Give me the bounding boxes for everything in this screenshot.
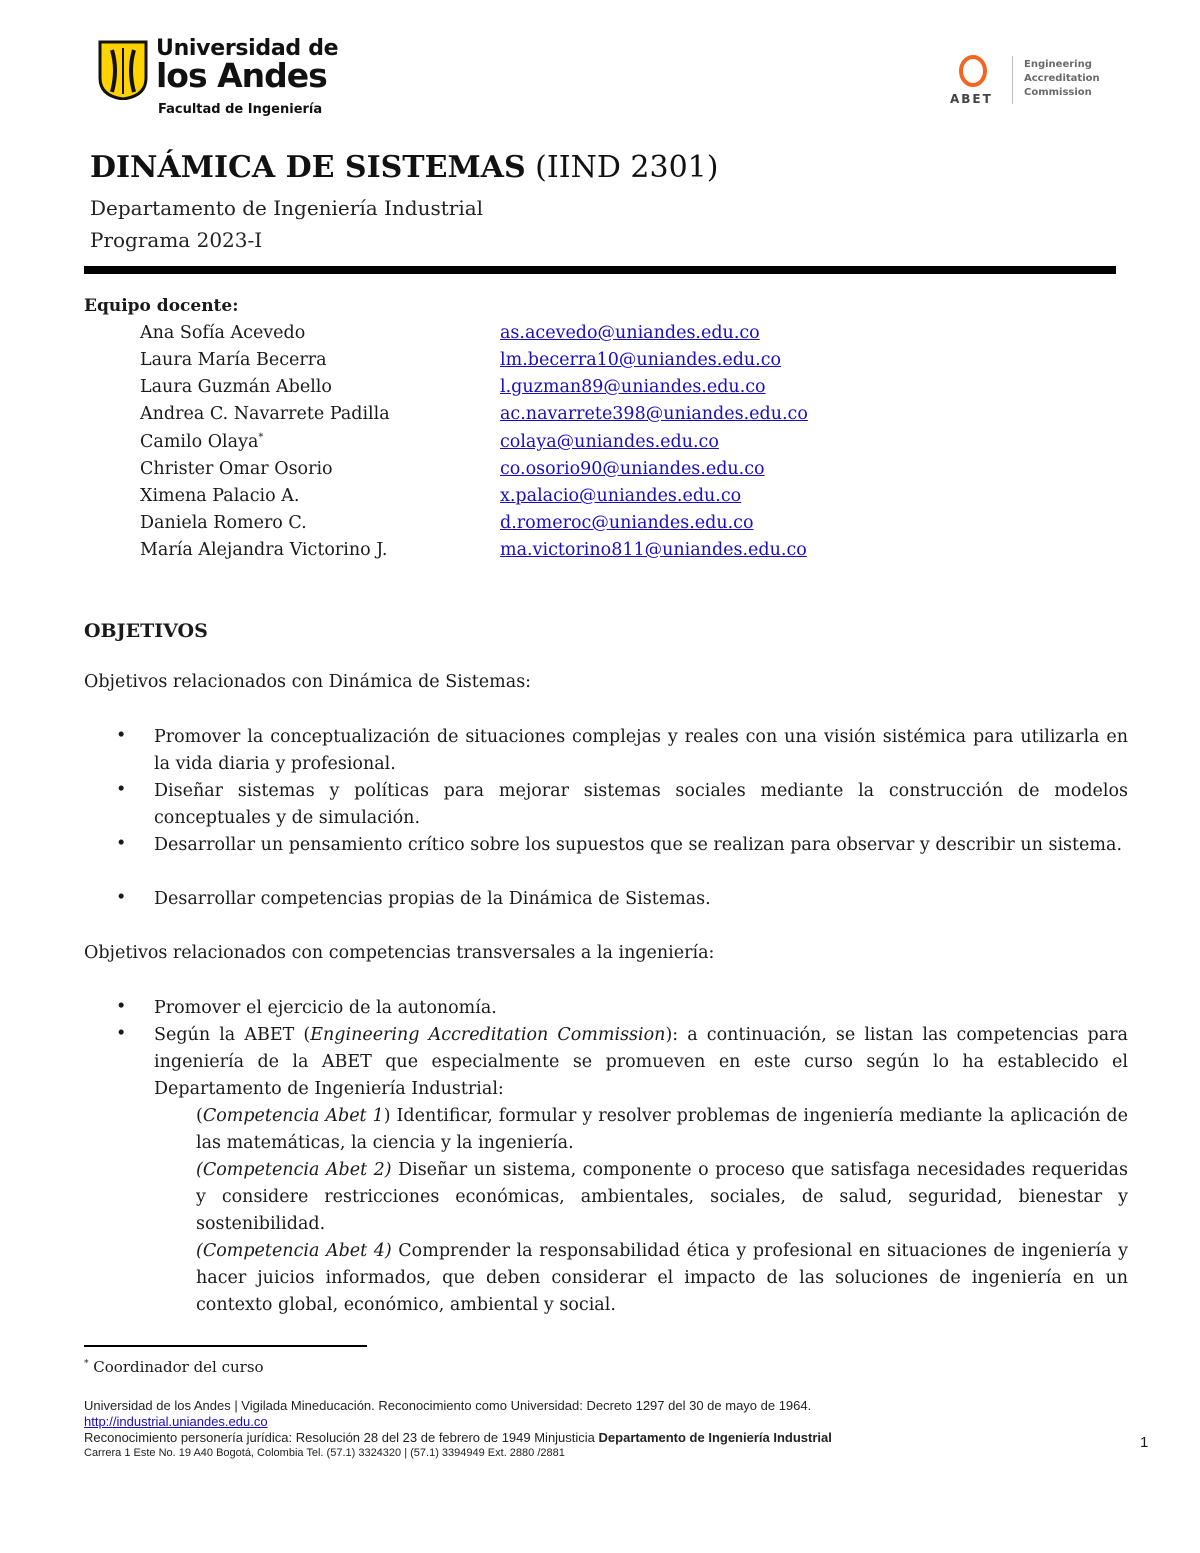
- footnote-mark: *: [84, 1359, 89, 1369]
- abet-text-line: Accreditation: [1024, 73, 1100, 84]
- member-email-link[interactable]: lm.becerra10@uniandes.edu.co: [500, 350, 782, 370]
- objective-item: Diseñar sistemas y políticas para mejorar sistemas sociales mediante la construcción de modelos conceptuales y de simulación.: [154, 781, 1128, 828]
- abet-text-line: Commission: [1024, 87, 1092, 98]
- abet-separator: [1012, 56, 1013, 104]
- abet-ring-icon: [958, 54, 988, 88]
- abet-wordmark: ABET: [950, 92, 993, 106]
- objective-item: Promover la conceptualización de situaciones complejas y reales con una visión sistémica para utilizarla en la vida diaria y profesional.: [154, 727, 1128, 774]
- member-email-link[interactable]: d.romeroc@uniandes.edu.co: [500, 513, 754, 533]
- member-email-link[interactable]: ac.navarrete398@uniandes.edu.co: [500, 404, 808, 424]
- competency-item: (Competencia Abet 1) Identificar, formular y resolver problemas de ingeniería mediante la aplicación de las matemáticas, la ciencia y la ingeniería.: [196, 1106, 1128, 1153]
- footer-link-row: [84, 1414, 268, 1429]
- bullet-icon: •: [116, 888, 127, 908]
- objective-item: Desarrollar un pensamiento crítico sobre los supuestos que se realizan para observar y describir un sistema.: [154, 835, 1123, 855]
- bullet-icon: •: [116, 726, 127, 746]
- title-divider: [84, 266, 1116, 274]
- objectives-heading: OBJETIVOS: [84, 620, 208, 642]
- abet-text-line: Engineering: [1024, 59, 1092, 70]
- objective-item: Promover el ejercicio de la autonomía.: [154, 998, 497, 1018]
- course-title: [90, 150, 718, 185]
- team-heading: Equipo docente:: [84, 296, 239, 316]
- member-name: Ana Sofía Acevedo: [140, 323, 306, 343]
- member-email-link[interactable]: colaya@uniandes.edu.co: [500, 432, 719, 452]
- member-name: Camilo Olaya: [140, 432, 259, 452]
- abet-logo: [948, 54, 1108, 110]
- footnote-mark: *: [258, 432, 264, 444]
- competency-text: Identificar, formular y resolver problemas de ingeniería mediante la aplicación de las matemáticas, la ciencia y la ingeniería.: [196, 1106, 1128, 1153]
- member-email-link[interactable]: as.acevedo@uniandes.edu.co: [500, 323, 760, 343]
- competency-label: Competencia Abet 2: [202, 1160, 385, 1180]
- footer-line-4: Carrera 1 Este No. 19 A40 Bogotá, Colombia Tel. (57.1) 3324320 | (57.1) 3394949 Ext. 2880 /2881: [84, 1447, 565, 1459]
- objectives-intro-1: Objetivos relacionados con Dinámica de Sistemas:: [84, 672, 532, 692]
- bullet-icon: •: [116, 780, 127, 800]
- competency-item: (Competencia Abet 4) Comprender la responsabilidad ética y profesional en situaciones de ingeniería y hacer juicios informados, que deben considerar el impacto de las soluciones de ingeniería en un contexto global, económico, ambiental y social.: [196, 1241, 1128, 1315]
- footer-department: Departamento de Ingeniería Industrial: [598, 1430, 832, 1445]
- university-logo: [98, 36, 339, 126]
- abet-text: [1024, 58, 1100, 100]
- competency-item: (Competencia Abet 2) Diseñar un sistema, componente o proceso que satisfaga necesidades requeridas y considere restricciones económicas, ambientales, sociales, de salud, seguridad, bienestar y sostenibilidad.: [196, 1160, 1128, 1234]
- program: Programa 2023-I: [90, 228, 263, 252]
- member-name: Christer Omar Osorio: [140, 459, 333, 479]
- member-email-link[interactable]: co.osorio90@uniandes.edu.co: [500, 459, 765, 479]
- abet-suffix: ): a continuación, se listan las competencias para ingeniería de la ABET que especialmente se promueven en este curso según lo ha establecido el Departamento de Ingeniería Industrial:: [154, 1025, 1128, 1099]
- competency-text: Diseñar un sistema, componente o proceso que satisfaga necesidades requeridas y considere restricciones económicas, ambientales, sociales, de salud, seguridad, bienestar y sostenibilidad.: [196, 1160, 1128, 1234]
- competency-label: Competencia Abet 4: [202, 1241, 385, 1261]
- bullet-icon: •: [116, 997, 127, 1017]
- uandes-shield-icon: [98, 40, 148, 100]
- logo-faculty: Facultad de Ingeniería: [158, 102, 323, 117]
- competency-text: Comprender la responsabilidad ética y profesional en situaciones de ingeniería y hacer juicios informados, que deben considerar el impacto de las soluciones de ingeniería en un contexto global, económico, ambiental y social.: [196, 1241, 1128, 1315]
- course-title-name: DINÁMICA DE SISTEMAS: [90, 150, 526, 185]
- department: Departamento de Ingeniería Industrial: [90, 196, 484, 220]
- member-name-with-mark: [140, 432, 263, 452]
- member-name: María Alejandra Victorino J.: [140, 540, 388, 560]
- member-name: Daniela Romero C.: [140, 513, 307, 533]
- footer-line-3: [84, 1430, 832, 1445]
- member-name: Laura María Becerra: [140, 350, 327, 370]
- member-email-link[interactable]: x.palacio@uniandes.edu.co: [500, 486, 742, 506]
- footer-line-1: Universidad de los Andes | Vigilada Mineducación. Reconocimiento como Universidad: Decreto 1297 del 30 de mayo de 1964.: [84, 1398, 812, 1413]
- competency-label: Competencia Abet 1: [202, 1106, 384, 1126]
- bullet-icon: •: [116, 834, 127, 854]
- objectives-intro-2: Objetivos relacionados con competencias transversales a la ingeniería:: [84, 943, 715, 963]
- footer-line-3-prefix: Reconocimiento personería jurídica: Resolución 28 del 23 de febrero de 1949 Minjusticia: [84, 1430, 599, 1445]
- footnote-text: Coordinador del curso: [93, 1358, 264, 1376]
- footer-website-link[interactable]: http://industrial.uniandes.edu.co: [84, 1414, 268, 1429]
- logo-line-1: Universidad de: [156, 36, 339, 61]
- objective-item-abet: [154, 1022, 1128, 1103]
- page-number: 1: [1140, 1434, 1149, 1451]
- member-name: Andrea C. Navarrete Padilla: [140, 404, 390, 424]
- bullet-icon: •: [116, 1024, 127, 1044]
- abet-prefix: Según la ABET (: [154, 1025, 311, 1045]
- footnote: [84, 1358, 264, 1376]
- member-name: Laura Guzmán Abello: [140, 377, 332, 397]
- objective-item: Desarrollar competencias propias de la Dinámica de Sistemas.: [154, 889, 711, 909]
- course-code: (IIND 2301): [535, 150, 719, 185]
- logo-line-2: los Andes: [156, 56, 327, 95]
- member-email-link[interactable]: l.guzman89@uniandes.edu.co: [500, 377, 766, 397]
- member-name: Ximena Palacio A.: [140, 486, 300, 506]
- member-email-link[interactable]: ma.victorino811@uniandes.edu.co: [500, 540, 807, 560]
- footnote-divider: [84, 1345, 367, 1347]
- abet-name: Engineering Accreditation Commission: [310, 1025, 666, 1045]
